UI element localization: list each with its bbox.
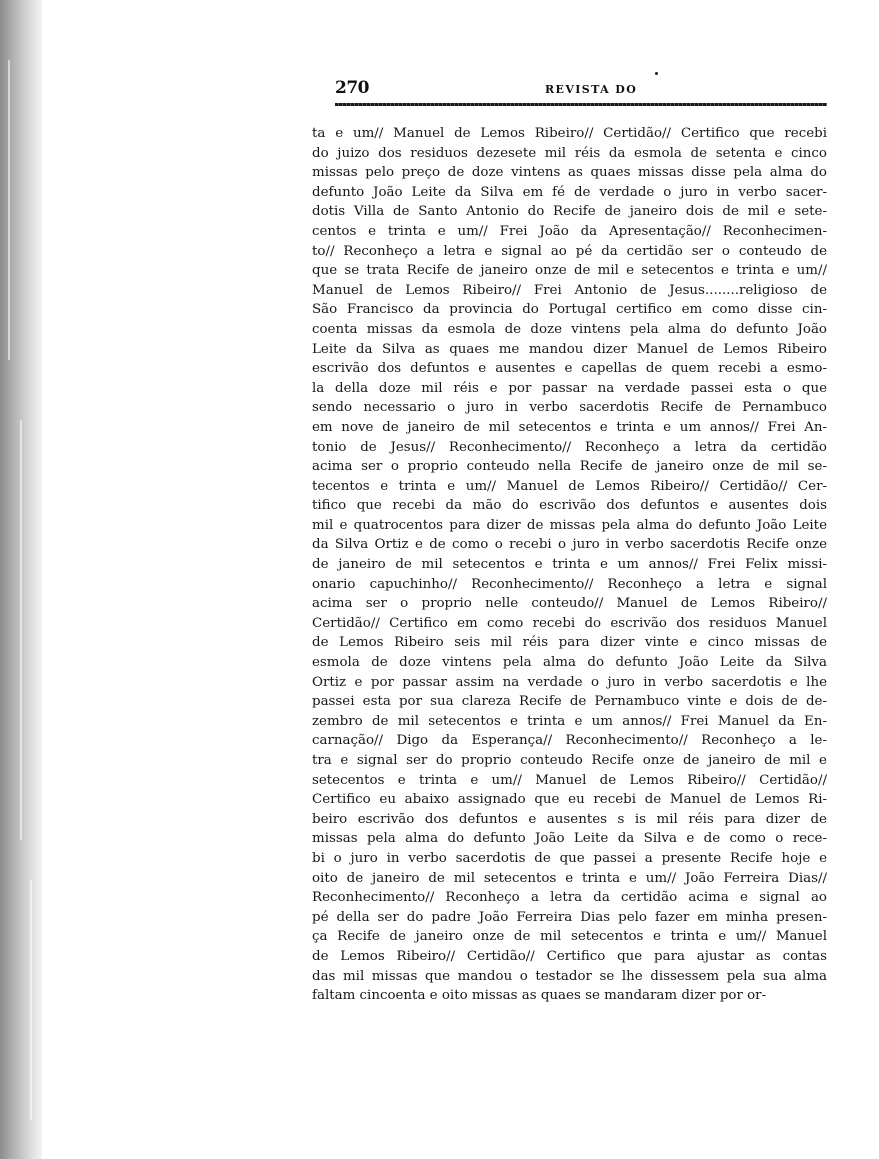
text-line: oito de janeiro de mil setecentos e trinta e um// João Ferreira Dias//	[312, 870, 827, 886]
text-line: de Lemos Ribeiro seis mil réis para dizer vinte e cinco missas de	[312, 635, 827, 651]
text-line: beiro escrivão dos defuntos e ausentes s is mil réis para dizer de	[312, 811, 827, 827]
page-edge-streak	[30, 880, 32, 1120]
text-line: acima ser o proprio nelle conteudo// Manuel de Lemos Ribeiro//	[312, 596, 827, 612]
text-line: dotis Villa de Santo Antonio do Recife de janeiro dois de mil e sete-	[312, 204, 827, 220]
text-line: mil e quatrocentos para dizer de missas pela alma do defunto João Leite	[312, 517, 827, 533]
text-line: ta e um// Manuel de Lemos Ribeiro// Certidão// Certifico que recebi	[312, 126, 827, 141]
text-line: Certifico eu abaixo assignado que eu recebi de Manuel de Lemos Ri-	[312, 792, 827, 808]
text-line: faltam cincoenta e oito missas as quaes se mandaram dizer por or-	[312, 988, 767, 1004]
text-line: Manuel de Lemos Ribeiro// Frei Antonio de Jesus........religioso de	[312, 282, 827, 298]
text-line: coenta missas da esmola de doze vintens pela alma do defunto João	[312, 321, 827, 337]
text-line: em nove de janeiro de mil setecentos e trinta e um annos// Frei An-	[312, 419, 827, 435]
text-line: de janeiro de mil setecentos e trinta e um annos// Frei Felix missi-	[312, 557, 827, 573]
text-line: ça Recife de janeiro onze de mil setecentos e trinta e um// Manuel	[312, 929, 827, 945]
text-line: escrivão dos defuntos e ausentes e capellas de quem recebi a esmo-	[312, 361, 827, 377]
text-line: tifico que recebi da mão do escrivão dos defuntos e ausentes dois	[312, 498, 827, 514]
text-line: missas pela alma do defunto João Leite da Silva e de como o rece-	[312, 831, 827, 847]
header-rule	[335, 103, 827, 106]
text-line: centos e trinta e um// Frei João da Apresentação// Reconhecimen-	[312, 223, 827, 239]
text-line: esmola de doze vintens pela alma do defunto João Leite da Silva	[312, 655, 827, 671]
body-text	[312, 124, 827, 1006]
text-line: carnação// Digo da Esperança// Reconhecimento// Reconheço a le-	[312, 733, 827, 749]
text-line: Reconhecimento// Reconheço a letra da certidão acima e signal ao	[312, 890, 827, 906]
text-line: missas pelo preço de doze vintens as quaes missas disse pela alma do	[312, 165, 827, 181]
page-edge-streak	[20, 420, 22, 840]
text-line: Certidão// Certifico em como recebi do escrivão dos residuos Manuel	[312, 615, 827, 631]
text-line: la della doze mil réis e por passar na verdade passei esta o que	[312, 380, 827, 396]
print-speck	[655, 72, 658, 75]
text-line: sendo necessario o juro in verbo sacerdotis Recife de Pernambuco	[312, 400, 827, 416]
text-line: passei esta por sua clareza Recife de Pernambuco vinte e dois de de-	[312, 694, 827, 710]
page-edge-streak	[8, 60, 10, 360]
text-line: pé della ser do padre João Ferreira Dias pelo fazer em minha presen-	[312, 909, 827, 925]
text-line: defunto João Leite da Silva em fé de verdade o juro in verbo sacer-	[312, 184, 827, 200]
text-line: São Francisco da provincia do Portugal certifico em como disse cin-	[312, 302, 827, 318]
running-head: REVISTA DO	[545, 83, 638, 96]
text-line: tra e signal ser do proprio conteudo Recife onze de janeiro de mil e	[312, 753, 827, 768]
text-line: to// Reconheço a letra e signal ao pé da certidão ser o conteudo de	[312, 243, 827, 259]
text-line: Leite da Silva as quaes me mandou dizer Manuel de Lemos Ribeiro	[312, 341, 827, 357]
text-line: da Silva Ortiz e de como o recebi o juro in verbo sacerdotis Recife onze	[312, 537, 827, 553]
scanned-page-edge	[0, 0, 42, 1159]
text-line: tecentos e trinta e um// Manuel de Lemos Ribeiro// Certidão// Cer-	[312, 478, 827, 494]
text-line: que se trata Recife de janeiro onze de mil e setecentos e trinta e um//	[312, 263, 827, 279]
text-line: bi o juro in verbo sacerdotis de que passei a presente Recife hoje e	[312, 850, 827, 866]
text-line: acima ser o proprio conteudo nella Recife de janeiro onze de mil se-	[312, 459, 827, 475]
text-line: setecentos e trinta e um// Manuel de Lemos Ribeiro// Certidão//	[312, 772, 827, 788]
page-number: 270	[335, 78, 369, 98]
text-line: de Lemos Ribeiro// Certidão// Certifico que para ajustar as contas	[312, 948, 827, 964]
text-line: Ortiz e por passar assim na verdade o juro in verbo sacerdotis e lhe	[312, 674, 827, 690]
text-line: tonio de Jesus// Reconhecimento// Reconheço a letra da certidão	[312, 439, 827, 455]
text-line: onario capuchinho// Reconhecimento// Reconheço a letra e signal	[312, 576, 827, 592]
text-line: do juizo dos residuos dezesete mil réis da esmola de setenta e cinco	[312, 145, 827, 161]
text-line: das mil missas que mandou o testador se lhe dissessem pela sua alma	[312, 968, 827, 984]
text-line: zembro de mil setecentos e trinta e um annos// Frei Manuel da En-	[312, 713, 827, 729]
